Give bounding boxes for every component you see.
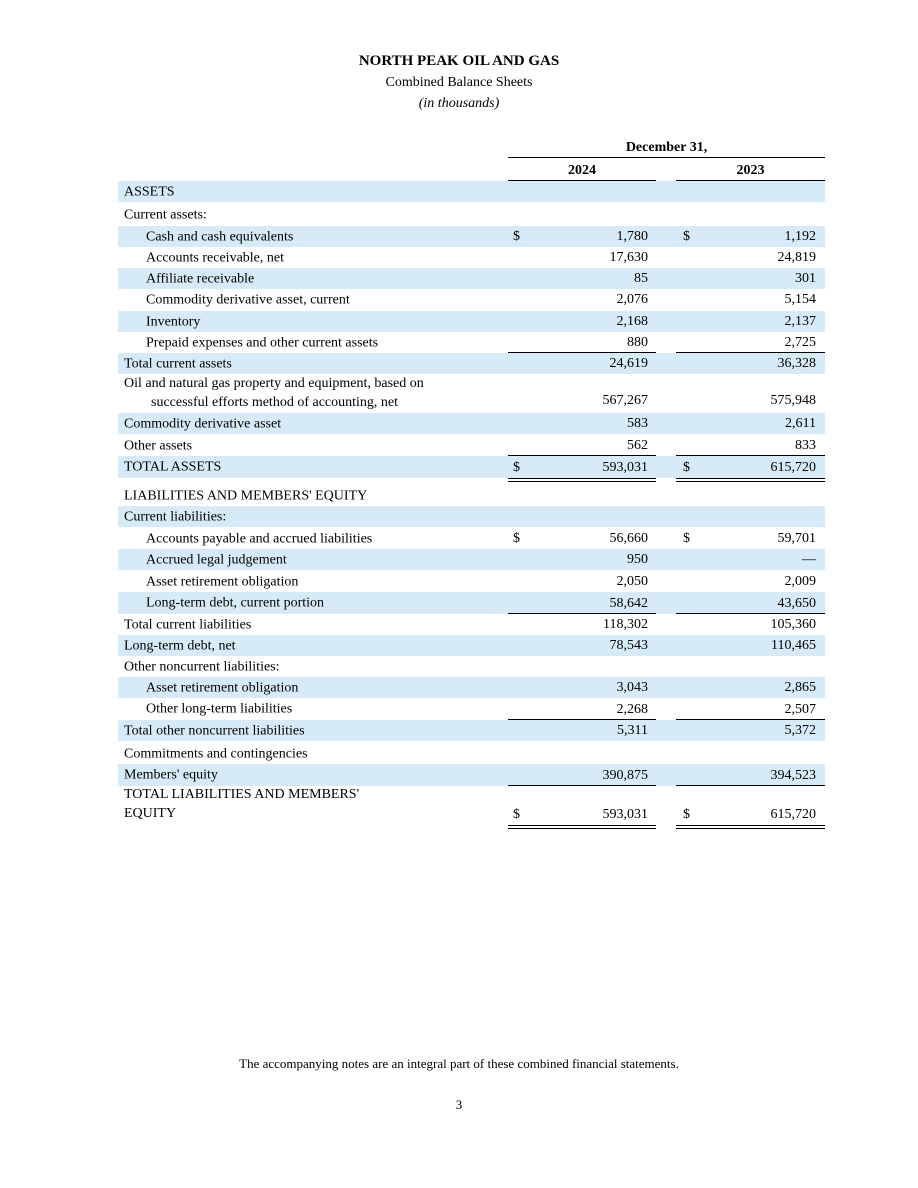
table-row [118, 677, 825, 698]
value-2023: 2,865 [784, 680, 816, 695]
row-label: Affiliate receivable [146, 271, 255, 286]
table-row [118, 571, 825, 592]
column-header-2024: 2024 [568, 163, 596, 178]
value-2023: 105,360 [770, 617, 816, 632]
table-row [118, 353, 825, 374]
row-label: Cash and cash equivalents [146, 229, 294, 244]
value-2024: 3,043 [616, 680, 648, 695]
value-2024: 58,642 [609, 596, 648, 611]
double-underline [676, 825, 825, 829]
value-2024: 78,543 [609, 638, 648, 653]
table-row [118, 485, 825, 506]
value-2024: 1,780 [616, 229, 648, 244]
value-2023: 5,154 [784, 292, 816, 307]
value-2023: 59,701 [777, 531, 816, 546]
value-2023: 1,192 [784, 229, 816, 244]
currency-symbol-2024: $ [513, 460, 520, 475]
row-label [124, 785, 359, 823]
row-label: Total current liabilities [124, 617, 252, 632]
table-row [118, 311, 825, 332]
value-2024: 583 [627, 416, 648, 431]
units-note: (in thousands) [418, 96, 500, 111]
table-row [118, 785, 825, 825]
value-2024: 2,076 [616, 292, 648, 307]
row-label: Other long-term liabilities [146, 701, 293, 717]
row-label: Inventory [146, 314, 201, 329]
row-label: Prepaid expenses and other current assets [146, 335, 379, 350]
table-row [118, 656, 825, 677]
column-group-header: December 31, [625, 140, 708, 155]
currency-symbol-2024: $ [513, 531, 520, 546]
value-2023: 2,507 [784, 702, 816, 717]
table-row [118, 289, 825, 310]
value-2024: 17,630 [609, 250, 648, 265]
table-row [118, 374, 825, 411]
row-label: Total current assets [124, 356, 232, 371]
value-2024: 85 [634, 271, 648, 286]
value-2024: 567,267 [602, 393, 648, 408]
statement-title: Combined Balance Sheets [385, 75, 533, 90]
row-label: Members' equity [124, 767, 218, 783]
row-label-line1: TOTAL LIABILITIES AND MEMBERS' [124, 787, 360, 802]
row-label: Accrued legal judgement [146, 552, 287, 567]
company-name: NORTH PEAK OIL AND GAS [358, 53, 560, 69]
table-row [118, 635, 825, 656]
value-2023: 575,948 [770, 393, 816, 408]
table-row [118, 506, 825, 527]
value-2023: 2,611 [785, 416, 816, 431]
value-2024: 5,311 [617, 723, 648, 738]
value-2024: 880 [627, 335, 648, 350]
table-row [118, 764, 825, 786]
value-2024: 2,050 [616, 574, 648, 589]
row-label: TOTAL ASSETS [124, 459, 222, 475]
table-row [118, 413, 825, 434]
value-2023: 43,650 [777, 596, 816, 611]
column-header-2023: 2023 [736, 163, 765, 178]
footer-note: The accompanying notes are an integral part of these combined financial statements. [239, 1056, 679, 1071]
currency-symbol-2023: $ [683, 531, 690, 546]
row-label: Asset retirement obligation [146, 680, 299, 695]
row-label: Commitments and contingencies [124, 746, 308, 761]
value-2024: 562 [627, 438, 648, 453]
table-row [118, 592, 825, 614]
value-2023: 2,009 [784, 574, 816, 589]
value-2024: 950 [627, 552, 648, 567]
table-row [118, 720, 825, 741]
row-label: Current liabilities: [124, 509, 227, 524]
row-label: Total other noncurrent liabilities [124, 723, 305, 738]
row-label-line1: Oil and natural gas property and equipment, based on [124, 376, 424, 391]
value-2024: 118,302 [603, 617, 648, 632]
table-row [118, 528, 825, 549]
value-2024: 390,875 [602, 768, 648, 783]
double-underline [508, 825, 656, 829]
currency-symbol-2023: $ [683, 807, 690, 822]
value-2023: 394,523 [770, 768, 816, 783]
value-2023: 615,720 [770, 460, 816, 475]
row-label-line2: successful efforts method of accounting, net [151, 395, 399, 410]
value-2024: 56,660 [609, 531, 648, 546]
value-2023: 615,720 [770, 807, 816, 822]
table-row [118, 226, 825, 247]
row-label [124, 374, 424, 412]
row-label: Long-term debt, net [124, 638, 236, 653]
currency-symbol-2023: $ [683, 229, 690, 244]
value-2023: 301 [795, 271, 816, 286]
value-2023: 2,725 [784, 335, 816, 350]
table-row [118, 332, 825, 353]
table-row [118, 247, 825, 268]
row-label-line2: EQUITY [124, 806, 177, 821]
row-label: Long-term debt, current portion [146, 595, 325, 611]
double-underline [676, 478, 825, 482]
table-row [118, 268, 825, 289]
value-2023: 5,372 [784, 723, 816, 738]
value-2023: 833 [795, 438, 816, 453]
currency-symbol-2023: $ [683, 460, 690, 475]
table-row [118, 698, 825, 720]
value-2024: 24,619 [609, 356, 648, 371]
row-label: Accounts payable and accrued liabilities [146, 531, 373, 546]
table-row [118, 435, 825, 456]
row-label: Other assets [124, 438, 193, 453]
row-label: LIABILITIES AND MEMBERS' EQUITY [124, 488, 368, 503]
table-row [118, 743, 825, 764]
row-label: Other noncurrent liabilities: [124, 659, 280, 674]
row-label: ASSETS [124, 184, 175, 199]
value-2024: 593,031 [602, 460, 648, 475]
double-underline [508, 478, 656, 482]
value-2023: 24,819 [777, 250, 816, 265]
value-2024: 2,168 [616, 314, 648, 329]
value-2024: 593,031 [602, 807, 648, 822]
currency-symbol-2024: $ [513, 807, 520, 822]
row-label: Commodity derivative asset [124, 416, 282, 431]
value-2023: 2,137 [784, 314, 816, 329]
value-2024: 2,268 [616, 702, 648, 717]
row-label: Current assets: [124, 207, 207, 222]
row-label: Commodity derivative asset, current [146, 292, 350, 307]
table-row [118, 204, 825, 225]
table-row [118, 549, 825, 570]
row-label: Asset retirement obligation [146, 574, 299, 589]
currency-symbol-2024: $ [513, 229, 520, 244]
value-2023: 36,328 [777, 356, 816, 371]
row-label: Accounts receivable, net [146, 250, 284, 265]
value-2023: — [802, 552, 816, 567]
table-row [118, 181, 825, 202]
table-row [118, 614, 825, 635]
page-number: 3 [455, 1097, 463, 1112]
table-row [118, 456, 825, 478]
value-2023: 110,465 [771, 638, 816, 653]
